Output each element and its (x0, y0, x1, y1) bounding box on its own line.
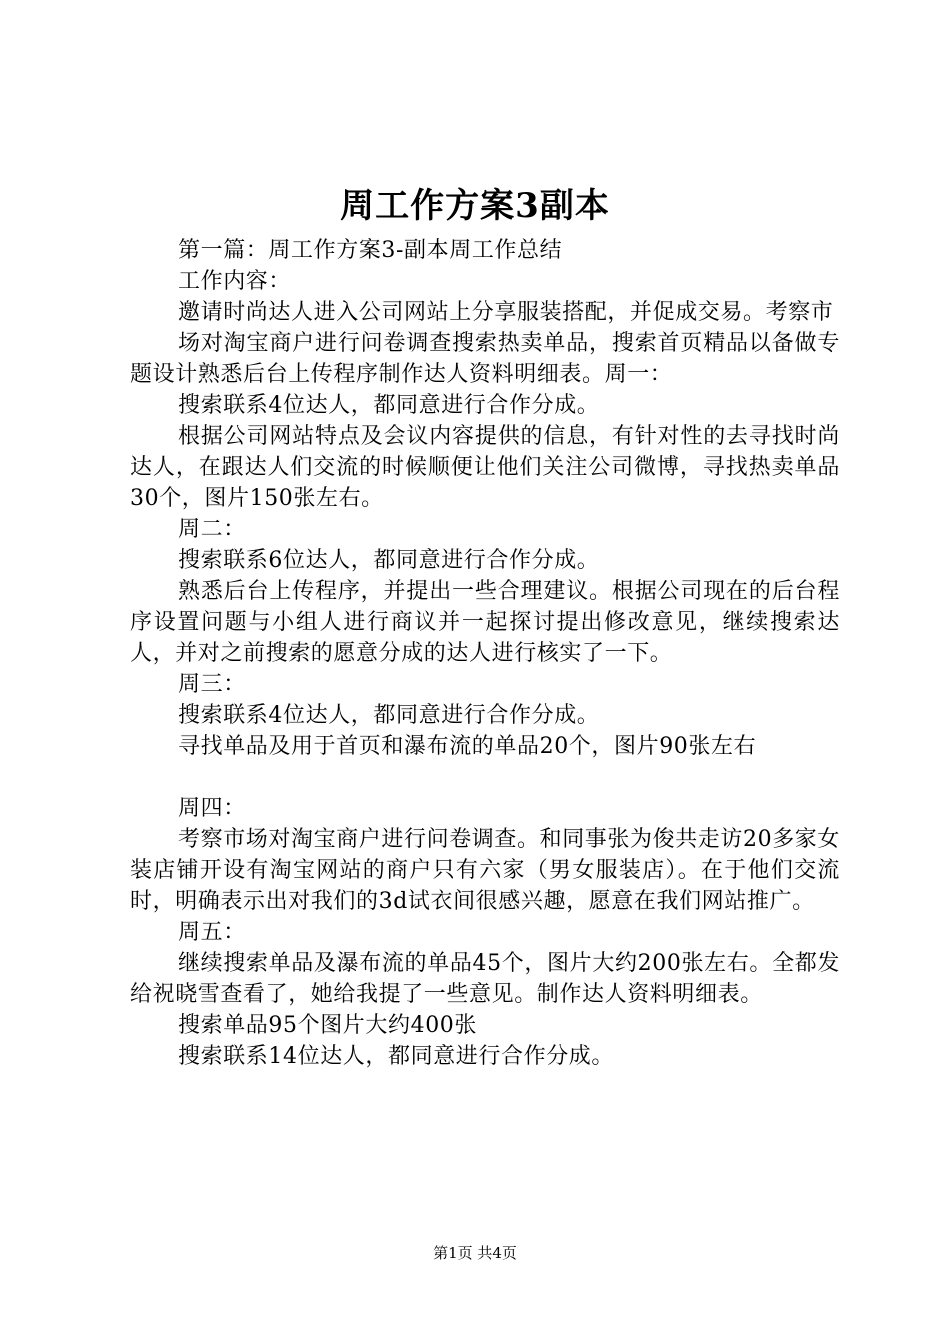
paragraph-thursday-label: 周四： (178, 796, 246, 821)
document-body (130, 235, 840, 1072)
paragraph-market-survey: 场对淘宝商户进行问卷调查搜索热卖单品，搜索首页精品以备做专题设计熟悉后台上传程序制作达人资料明细表。周一： (130, 331, 840, 387)
paragraph-chapter-heading: 第一篇：周工作方案3-副本周工作总结 (178, 238, 563, 263)
paragraph-friday-label: 周五： (178, 920, 246, 945)
paragraph-monday-contacts: 搜索联系4位达人，都同意进行合作分成。 (178, 393, 600, 418)
paragraph-tuesday-detail: 熟悉后台上传程序，并提出一些合理建议。根据公司现在的后台程序设置问题与小组人进行商议并一起探讨提出修改意见，继续搜索达人，并对之前搜索的愿意分成的达人进行核实了一下。 (130, 579, 840, 666)
paragraph-work-content-label: 工作内容： (178, 269, 292, 294)
paragraph-total-contacts: 搜索联系14位达人，都同意进行合作分成。 (178, 1044, 614, 1069)
paragraph-tuesday-contacts: 搜索联系6位达人，都同意进行合作分成。 (178, 548, 600, 573)
paragraph-wednesday-contacts: 搜索联系4位达人，都同意进行合作分成。 (178, 703, 600, 728)
paragraph-wednesday-detail: 寻找单品及用于首页和瀑布流的单品20个，图片90张左右 (178, 734, 757, 759)
document-title: 周工作方案3副本 (340, 186, 610, 226)
paragraph-monday-detail: 根据公司网站特点及会议内容提供的信息，有针对性的去寻找时尚达人，在跟达人们交流的时候顺便让他们关注公司微博，寻找热卖单品30个，图片150张左右。 (130, 424, 840, 511)
paragraph-thursday-detail: 考察市场对淘宝商户进行问卷调查。和同事张为俊共走访20多家女装店铺开设有淘宝网站的商户只有六家（男女服装店）。在于他们交流时，明确表示出对我们的3d试衣间很感兴趣，愿意在我们网站推广。 (130, 827, 840, 914)
paragraph-tuesday-label: 周二： (178, 517, 246, 542)
page-footer: 第1页 共4页 (433, 1244, 517, 1262)
paragraph-wednesday-label: 周三： (178, 672, 246, 697)
paragraph-total-items: 搜索单品95个图片大约400张 (178, 1013, 477, 1038)
paragraph-gap (130, 762, 840, 793)
paragraph-invite-influencers: 邀请时尚达人进入公司网站上分享服装搭配，并促成交易。考察市 (178, 300, 834, 325)
paragraph-friday-detail: 继续搜索单品及瀑布流的单品45个，图片大约200张左右。全都发给祝晓雪查看了，她给我提了一些意见。制作达人资料明细表。 (130, 951, 840, 1007)
